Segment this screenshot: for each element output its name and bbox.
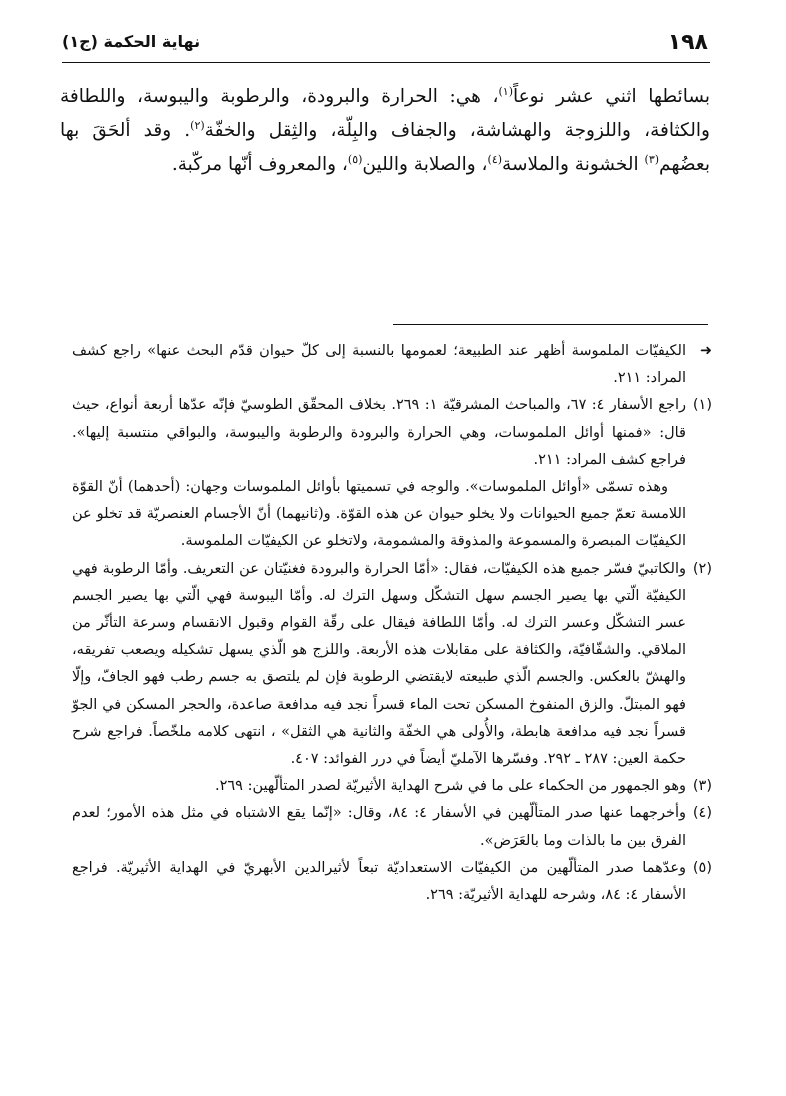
- footnote-paragraph: وهو الجمهور من الحكماء على ما في شرح الهداية الأثيريّة لصدر المتألّهين: ٢٦٩.: [214, 778, 686, 795]
- continuation-arrow-icon: ➜: [699, 343, 712, 359]
- footnote-marker: (٣): [692, 778, 712, 795]
- footnote-marker: (٥): [692, 859, 712, 876]
- main-body: [60, 80, 710, 182]
- footnote-marker: (٢): [692, 560, 712, 577]
- footnote-ref: (٢): [190, 118, 205, 132]
- footnote-3: [72, 773, 712, 800]
- footnote-ref: (٤): [487, 152, 503, 166]
- footnote-1: [72, 392, 712, 555]
- footnote-marker: (١): [692, 397, 712, 414]
- running-title: نهاية الحكمة (ج١): [62, 32, 201, 51]
- page-header: [62, 30, 708, 60]
- footnote-5: [72, 855, 712, 909]
- footnote-paragraph: وعدّهما صدر المتألّهين من الكيفيّات الاستعداديّة تبعاً لأثيرالدين الأبهريّ في الهداية الأثيريّة. فراجع الأسفار ٤: ٨٤، وشرحه للهداية الأثيريّة: ٢٦٩.: [72, 859, 686, 904]
- footnote-paragraph: الكيفيّات الملموسة أظهر عند الطبيعة؛ لعمومها بالنسبة إلى كلّ حيوان قدّم البحث عنها» راجع كشف المراد: ٢١١.: [72, 343, 686, 387]
- footnotes: [72, 338, 712, 909]
- footnote-ref: (٣): [644, 152, 660, 166]
- footnote-paragraph: راجع الأسفار ٤: ٦٧، والمباحث المشرقيّة ١: ٢٦٩. بخلاف المحقّق الطوسيّ فإنّه عدّها أربعة أنواع، حيث قال: «فمنها أوائل الملموسات، وهي الحرارة والبرودة والرطوبة واليبوسة، والبواقي منتسبة إليها». فراجع كشف المراد: ٢١١.: [72, 397, 686, 468]
- main-paragraph: بسائطها اثني عشر نوعاً$^{(١)}$، هي: الحرارة والبرودة، والرطوبة واليبوسة، واللطافة والكثافة، واللزوجة والهشاشة، والجفاف والبِلّة، والثِقل والخفّة$^{(٢)}$. وقد ألحَقَ بها بعضُهم$^{(٣)}$ الخشونة والملاسة$^{(٤)}$، والصلابة واللين$^{(٥)}$، والمعروف أنّها مركّبة.: [60, 84, 710, 175]
- footnote-2: [72, 556, 712, 774]
- footnote-continuation: [72, 338, 712, 392]
- footnote-4: [72, 800, 712, 854]
- footnote-marker: (٤): [692, 805, 712, 822]
- footnote-paragraph: والكاتبيّ فسّر جميع هذه الكيفيّات، فقال: «أمّا الحرارة والبرودة فغنيّتان عن التعريف. وأمّا الرطوبة فهي الكيفيّة الّتي بها يصير الجسم سهل التشكّل وسهل الترك له. وأمّا اليبوسة فهي الّتي بها يصير الجسم عسر التشكّل وعسر الترك له. وأمّا اللطافة فيقال على رقّة القوام وقبول الانقسام وسرعة التأثّر من الملاقي. والشفّافيّة، والكثافة على مقابلات هذه الأربعة. واللزج هو الّذي يسهل تشكيله ويصعب تفريقه، والهشّ بالعكس. والجسم الّذي طبيعته لايقتضي الرطوبة فإن لم يلتصق به جسم رطب فهو الجافّ، وإلّا فهو المبتلّ. والزق المنفوخ المسكن تحت الماء قسراً نجد فيه مدافعة صاعدة، والحجر المسكن في الجوّ قسراً نجد فيه مدافعة هابطة، والأُولى هي الخفّة والثانية هي الثقل» ، انتهى كلامه ملخّصاً. فراجع شرح حكمة العين: ٢٨٧ ـ ٢٩٢. وفسّرها الآمليّ أيضاً في درر الفوائد: ٤٠٧.: [72, 560, 686, 768]
- page-number: ١٩٨: [667, 30, 708, 55]
- footnote-paragraph: وهذه تسمّى «أوائل الملموسات». والوجه في تسميتها بأوائل الملموسات وجهان: (أحدهما) أنّ القوّة اللامسة تعمّ جميع الحيوانات ولا يخلو حيوان عن هذه القوّة. و(ثانيهما) أنّ الأجسام العنصريّة قد تخلو عن الكيفيّات المبصرة والمسموعة والمذوقة والمشمومة، ولاتخلو عن الكيفيّات الملموسة.: [72, 479, 686, 550]
- footnote-paragraph: وأخرجهما عنها صدر المتألّهين في الأسفار ٤: ٨٤، وقال: «إنّما يقع الاشتباه في مثل هذه الأمور؛ لعدم الفرق بين ما بالذات وما بالعَرَض».: [72, 805, 686, 849]
- header-divider: [62, 62, 710, 63]
- footnote-ref: (٥): [347, 152, 363, 166]
- footnote-ref: (١): [498, 84, 513, 98]
- footnote-separator: [393, 324, 708, 325]
